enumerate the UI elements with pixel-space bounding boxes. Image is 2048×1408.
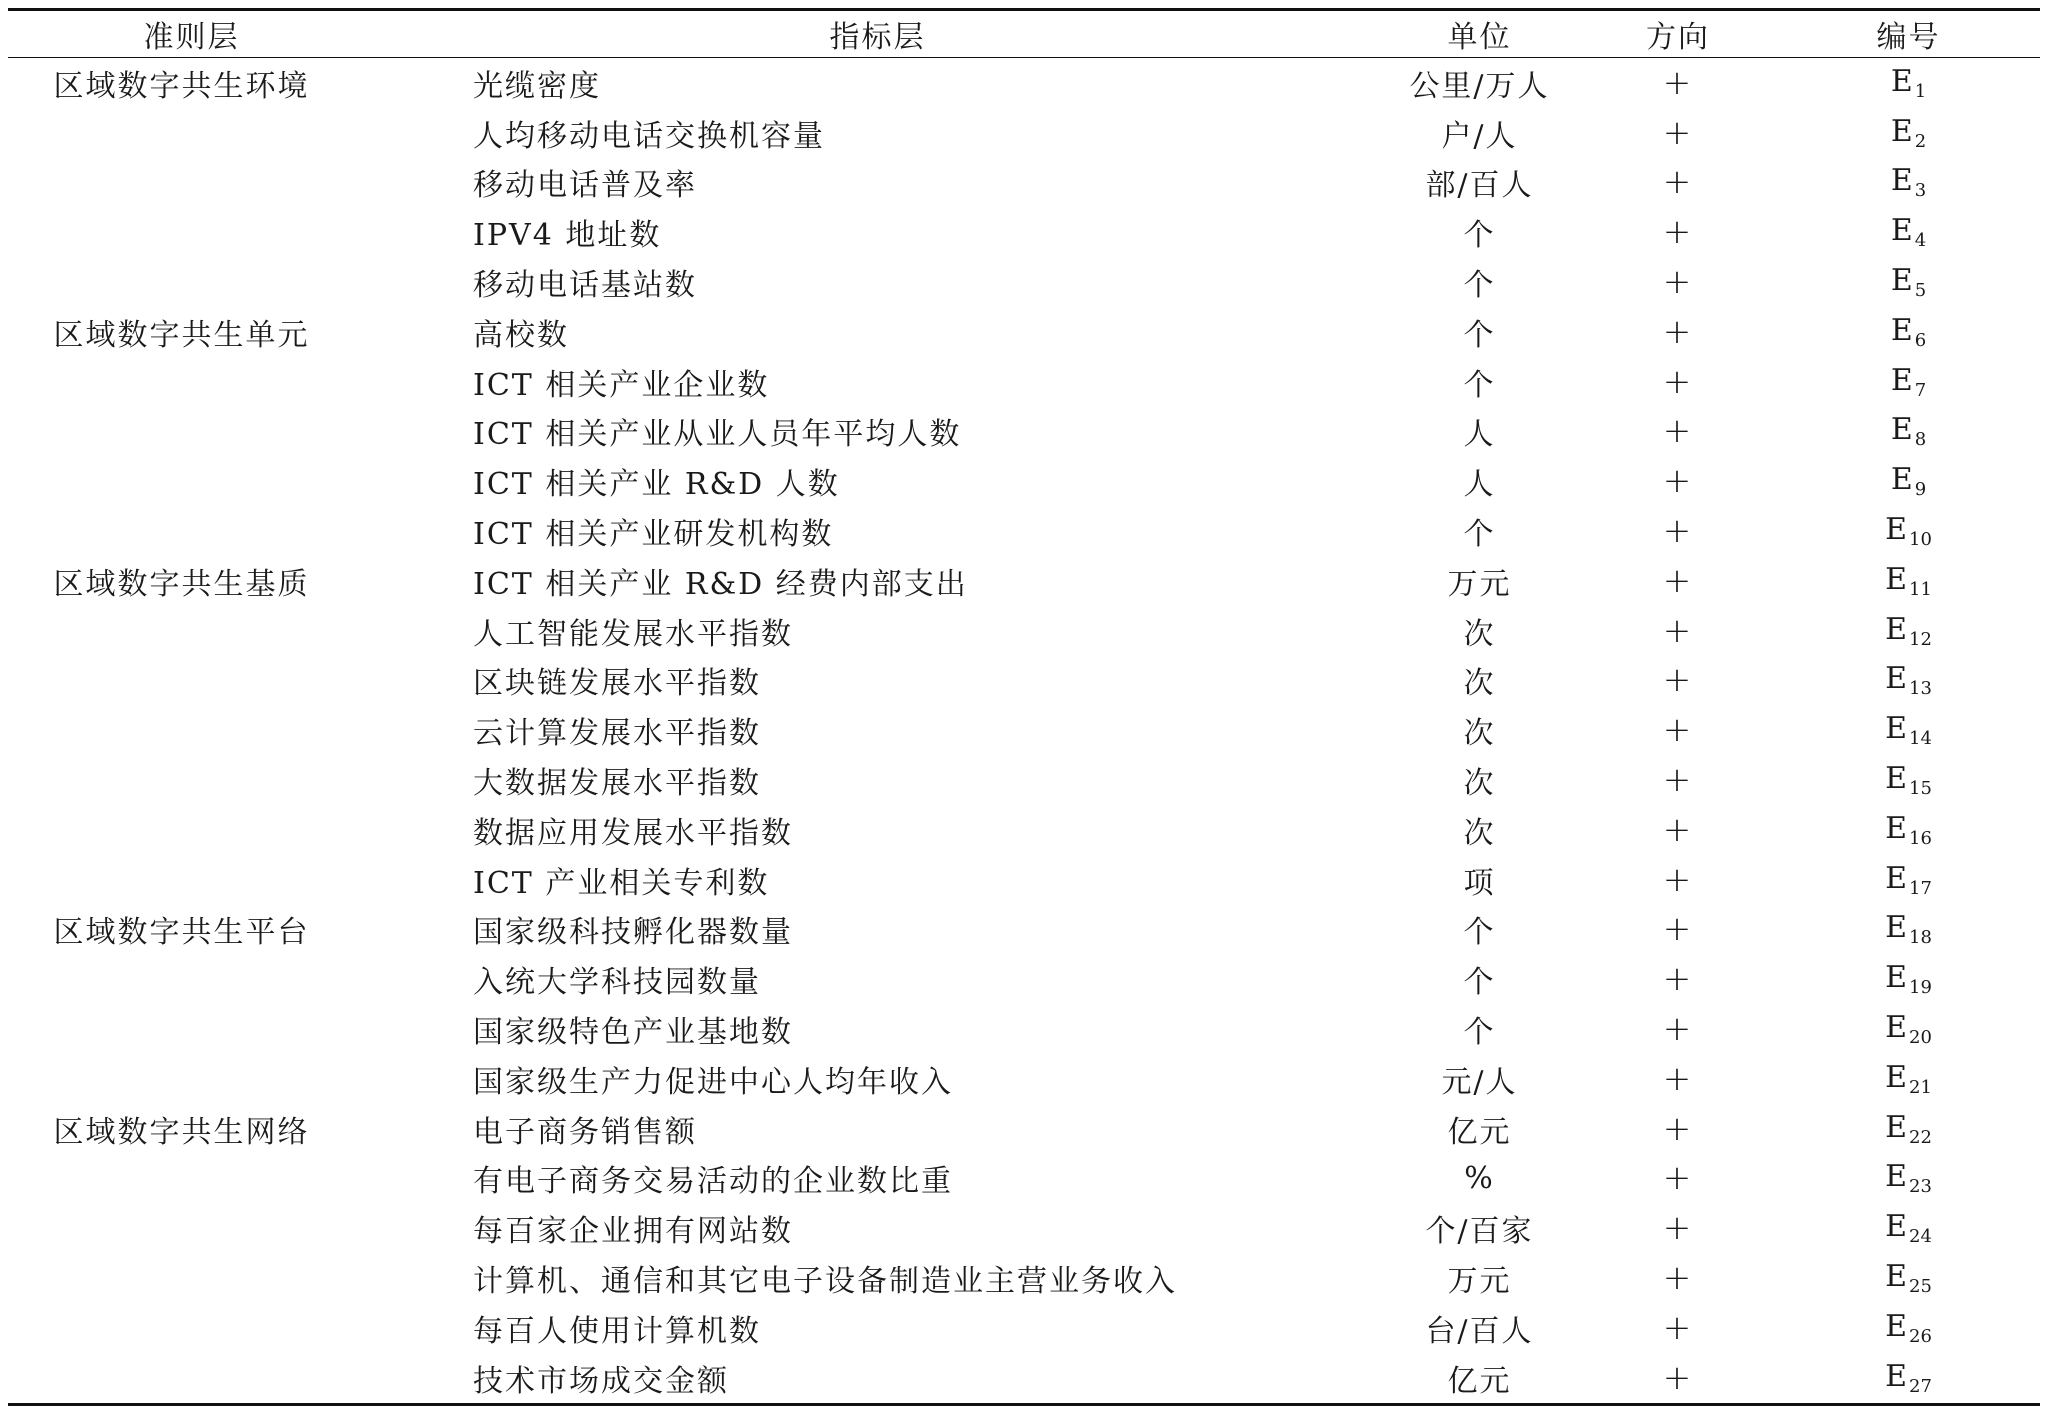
direction-sign: +	[1662, 212, 1694, 253]
direction-sign: +	[1662, 710, 1694, 751]
direction-sign: +	[1662, 112, 1694, 153]
table-row	[8, 357, 2040, 407]
code-base: E	[1890, 412, 1915, 448]
code-cell	[1777, 407, 2040, 457]
code-subscript: 11	[1909, 578, 1932, 600]
direction-cell	[1579, 407, 1777, 457]
header-code: 编号	[1876, 20, 1941, 55]
unit-cell: %	[1464, 1160, 1495, 1196]
criterion-layer-cell	[8, 1303, 375, 1353]
criterion-layer-cell	[8, 656, 375, 706]
table-row	[8, 257, 2040, 307]
table-row	[8, 1004, 2040, 1054]
code-subscript: 15	[1909, 778, 1932, 800]
code-base: E	[1885, 661, 1909, 697]
code-cell	[1777, 1004, 2040, 1054]
criterion-layer-cell	[8, 606, 375, 656]
direction-sign: +	[1662, 1158, 1694, 1199]
code-base: E	[1885, 1159, 1909, 1195]
direction-cell	[1579, 158, 1777, 208]
code-cell	[1777, 1253, 2040, 1303]
criterion-layer-cell	[8, 108, 375, 158]
direction-sign: +	[1662, 162, 1694, 203]
code-subscript: 9	[1914, 479, 1927, 501]
code-cell	[1777, 158, 2040, 208]
code-base: E	[1885, 1358, 1909, 1394]
direction-cell	[1579, 357, 1777, 407]
code-cell	[1777, 506, 2040, 556]
direction-sign: +	[1662, 1108, 1694, 1149]
code-base: E	[1890, 113, 1915, 149]
direction-sign: +	[1662, 461, 1694, 502]
code-subscript: 26	[1909, 1325, 1932, 1347]
code-subscript: 7	[1914, 379, 1927, 401]
direction-cell	[1579, 1353, 1777, 1404]
code-base: E	[1885, 1109, 1909, 1145]
direction-cell	[1579, 257, 1777, 307]
unit-cell: 个	[1463, 367, 1496, 403]
direction-sign: +	[1662, 1009, 1694, 1050]
code-cell	[1777, 1054, 2040, 1104]
code-cell	[1777, 556, 2040, 606]
code-cell	[1777, 905, 2040, 955]
code-subscript: 22	[1909, 1126, 1932, 1148]
criterion-layer-cell: 区域数字共生基质	[53, 566, 310, 602]
criterion-layer-cell: 区域数字共生单元	[53, 317, 310, 353]
indicator-cell: 电子商务销售额	[473, 1114, 697, 1150]
code-subscript: 24	[1909, 1226, 1932, 1248]
unit-cell: 个	[1463, 965, 1496, 1001]
table-row	[8, 855, 2040, 905]
unit-cell: 次	[1463, 616, 1496, 652]
direction-cell	[1579, 905, 1777, 955]
code-subscript: 4	[1914, 230, 1927, 252]
direction-cell	[1579, 1203, 1777, 1253]
code-cell	[1777, 1203, 2040, 1253]
code-base: E	[1885, 561, 1909, 597]
code-subscript: 23	[1909, 1176, 1932, 1198]
criterion-layer-cell	[8, 357, 375, 407]
criterion-layer-cell	[8, 506, 375, 556]
criterion-layer-cell	[8, 1004, 375, 1054]
direction-sign: +	[1662, 760, 1694, 801]
criterion-layer-cell	[8, 456, 375, 506]
direction-sign: +	[1662, 1307, 1694, 1348]
code-cell	[1777, 307, 2040, 357]
unit-cell: 个	[1463, 1015, 1496, 1051]
criterion-layer-cell	[8, 705, 375, 755]
criterion-layer-cell	[8, 1154, 375, 1204]
table-row	[8, 456, 2040, 506]
code-cell	[1777, 456, 2040, 506]
code-subscript: 12	[1909, 628, 1932, 650]
code-subscript: 8	[1914, 429, 1927, 451]
unit-cell: 公里/万人	[1409, 68, 1550, 104]
indicator-cell: ICT 相关产业 R&D 经费内部支出	[473, 566, 968, 602]
code-subscript: 3	[1914, 180, 1927, 202]
unit-cell: 个	[1463, 218, 1496, 254]
code-subscript: 6	[1914, 329, 1927, 351]
code-subscript: 1	[1914, 80, 1927, 102]
indicator-cell: IPV4 地址数	[473, 218, 662, 254]
indicator-cell: 光缆密度	[473, 68, 601, 104]
table-row	[8, 1353, 2040, 1404]
indicator-cell: 国家级特色产业基地数	[473, 1015, 793, 1051]
direction-sign: +	[1662, 311, 1694, 352]
table-row	[8, 207, 2040, 257]
direction-sign: +	[1662, 809, 1694, 850]
code-subscript: 14	[1909, 728, 1932, 750]
indicator-cell: 人工智能发展水平指数	[473, 616, 793, 652]
table-row	[8, 506, 2040, 556]
indicator-cell: ICT 产业相关专利数	[473, 865, 770, 901]
criterion-layer-cell: 区域数字共生平台	[53, 915, 310, 951]
indicator-cell: 国家级科技孵化器数量	[473, 915, 793, 951]
table-row	[8, 407, 2040, 457]
table-row	[8, 158, 2040, 208]
table-row	[8, 1154, 2040, 1204]
code-subscript: 27	[1909, 1375, 1932, 1397]
direction-cell	[1579, 58, 1777, 108]
criterion-layer-cell	[8, 257, 375, 307]
direction-cell	[1579, 307, 1777, 357]
unit-cell: 项	[1463, 865, 1496, 901]
criterion-layer-cell	[8, 207, 375, 257]
unit-cell: 部/百人	[1425, 168, 1534, 204]
code-subscript: 21	[1909, 1076, 1932, 1098]
table-row	[8, 307, 2040, 357]
code-subscript: 2	[1914, 130, 1927, 152]
unit-cell: 元/人	[1441, 1064, 1518, 1100]
indicator-table-container	[8, 8, 2040, 1406]
table-row	[8, 1253, 2040, 1303]
code-base: E	[1890, 213, 1915, 249]
unit-cell: 人	[1463, 467, 1496, 503]
code-cell	[1777, 357, 2040, 407]
table-row	[8, 1104, 2040, 1154]
criterion-layer-cell	[8, 1054, 375, 1104]
code-base: E	[1890, 312, 1915, 348]
code-base: E	[1885, 761, 1909, 797]
code-base: E	[1885, 512, 1909, 548]
code-base: E	[1890, 163, 1915, 199]
criterion-layer-cell	[8, 755, 375, 805]
criterion-layer-cell	[8, 1253, 375, 1303]
criterion-layer-cell	[8, 407, 375, 457]
indicator-cell: ICT 相关产业从业人员年平均人数	[473, 417, 962, 453]
direction-cell	[1579, 1154, 1777, 1204]
direction-cell	[1579, 656, 1777, 706]
table-body	[8, 58, 2040, 1405]
unit-cell: 次	[1463, 815, 1496, 851]
direction-sign: +	[1662, 262, 1694, 303]
table-row	[8, 905, 2040, 955]
direction-cell	[1579, 805, 1777, 855]
code-cell	[1777, 1353, 2040, 1404]
code-cell	[1777, 1104, 2040, 1154]
indicator-cell: 计算机、通信和其它电子设备制造业主营业务收入	[473, 1264, 1177, 1300]
code-cell	[1777, 1154, 2040, 1204]
criterion-layer-cell	[8, 158, 375, 208]
code-subscript: 19	[1909, 977, 1932, 999]
code-base: E	[1885, 1059, 1909, 1095]
direction-sign: +	[1662, 411, 1694, 452]
code-cell	[1777, 805, 2040, 855]
code-cell	[1777, 954, 2040, 1004]
direction-sign: +	[1662, 959, 1694, 1000]
header-indicator: 指标层	[829, 20, 926, 55]
direction-cell	[1579, 456, 1777, 506]
indicator-cell: 移动电话基站数	[473, 268, 697, 304]
header-unit: 单位	[1447, 20, 1512, 55]
direction-cell	[1579, 506, 1777, 556]
table-row	[8, 755, 2040, 805]
indicator-cell: 大数据发展水平指数	[473, 766, 761, 802]
indicator-cell: 国家级生产力促进中心人均年收入	[473, 1064, 953, 1100]
code-cell	[1777, 705, 2040, 755]
code-cell	[1777, 58, 2040, 108]
table-row	[8, 606, 2040, 656]
direction-sign: +	[1662, 1208, 1694, 1249]
indicator-cell: ICT 相关产业 R&D 人数	[473, 467, 840, 503]
direction-cell	[1579, 855, 1777, 905]
code-base: E	[1885, 960, 1909, 996]
code-subscript: 20	[1909, 1027, 1932, 1049]
unit-cell: 个	[1463, 915, 1496, 951]
code-subscript: 13	[1909, 678, 1932, 700]
table-row	[8, 58, 2040, 108]
table-row	[8, 805, 2040, 855]
direction-cell	[1579, 1303, 1777, 1353]
indicator-table	[8, 8, 2040, 1406]
indicator-cell: 高校数	[473, 317, 569, 353]
direction-sign: +	[1662, 1357, 1694, 1398]
direction-sign: +	[1662, 361, 1694, 402]
unit-cell: 个/百家	[1425, 1214, 1534, 1250]
header-layer: 准则层	[143, 20, 240, 55]
code-base: E	[1890, 263, 1915, 299]
direction-cell	[1579, 705, 1777, 755]
table-row	[8, 656, 2040, 706]
unit-cell: 户/人	[1441, 118, 1518, 154]
indicator-cell: 每百家企业拥有网站数	[473, 1214, 793, 1250]
code-cell	[1777, 1303, 2040, 1353]
table-row	[8, 1203, 2040, 1253]
unit-cell: 个	[1463, 317, 1496, 353]
direction-cell	[1579, 755, 1777, 805]
unit-cell: 万元	[1447, 1264, 1512, 1300]
code-base: E	[1885, 1010, 1909, 1046]
criterion-layer-cell	[8, 855, 375, 905]
direction-sign: +	[1662, 1058, 1694, 1099]
code-subscript: 16	[1909, 827, 1932, 849]
unit-cell: 次	[1463, 666, 1496, 702]
code-subscript: 10	[1909, 529, 1932, 551]
direction-cell	[1579, 954, 1777, 1004]
direction-sign: +	[1662, 610, 1694, 651]
table-row	[8, 556, 2040, 606]
direction-sign: +	[1662, 511, 1694, 552]
direction-cell	[1579, 556, 1777, 606]
direction-cell	[1579, 1104, 1777, 1154]
table-row	[8, 108, 2040, 158]
criterion-layer-cell: 区域数字共生环境	[53, 68, 310, 104]
direction-sign: +	[1662, 62, 1694, 103]
code-subscript: 18	[1909, 927, 1932, 949]
table-header-row	[8, 10, 2040, 58]
direction-sign: +	[1662, 560, 1694, 601]
direction-sign: +	[1662, 909, 1694, 950]
unit-cell: 亿元	[1447, 1114, 1512, 1150]
code-base: E	[1885, 611, 1909, 647]
direction-sign: +	[1662, 859, 1694, 900]
indicator-cell: ICT 相关产业研发机构数	[473, 517, 834, 553]
code-base: E	[1885, 810, 1909, 846]
code-cell	[1777, 656, 2040, 706]
code-base: E	[1890, 462, 1915, 498]
table-row	[8, 954, 2040, 1004]
criterion-layer-cell: 区域数字共生网络	[53, 1114, 310, 1150]
indicator-cell: 人均移动电话交换机容量	[473, 118, 825, 154]
unit-cell: 个	[1463, 268, 1496, 304]
unit-cell: 亿元	[1447, 1363, 1512, 1399]
code-cell	[1777, 257, 2040, 307]
direction-sign: +	[1662, 1258, 1694, 1299]
criterion-layer-cell	[8, 805, 375, 855]
criterion-layer-cell	[8, 954, 375, 1004]
unit-cell: 万元	[1447, 566, 1512, 602]
direction-cell	[1579, 207, 1777, 257]
direction-cell	[1579, 1054, 1777, 1104]
unit-cell: 个	[1463, 517, 1496, 553]
code-cell	[1777, 755, 2040, 805]
unit-cell: 次	[1463, 766, 1496, 802]
unit-cell: 人	[1463, 417, 1496, 453]
code-subscript: 25	[1909, 1276, 1932, 1298]
code-base: E	[1885, 1308, 1909, 1344]
direction-cell	[1579, 108, 1777, 158]
indicator-cell: ICT 相关产业企业数	[473, 367, 770, 403]
indicator-cell: 区块链发展水平指数	[473, 666, 761, 702]
code-base: E	[1885, 711, 1909, 747]
indicator-cell: 有电子商务交易活动的企业数比重	[473, 1164, 953, 1200]
unit-cell: 台/百人	[1425, 1313, 1534, 1349]
header-direction: 方向	[1646, 20, 1710, 55]
code-cell	[1777, 855, 2040, 905]
direction-cell	[1579, 1253, 1777, 1303]
direction-cell	[1579, 1004, 1777, 1054]
indicator-cell: 入统大学科技园数量	[473, 965, 761, 1001]
table-row	[8, 1303, 2040, 1353]
direction-cell	[1579, 606, 1777, 656]
code-subscript: 5	[1914, 280, 1927, 302]
table-row	[8, 705, 2040, 755]
criterion-layer-cell	[8, 1353, 375, 1404]
unit-cell: 次	[1463, 716, 1496, 752]
code-cell	[1777, 207, 2040, 257]
code-subscript: 17	[1909, 877, 1932, 899]
code-base: E	[1885, 1209, 1909, 1245]
table-row	[8, 1054, 2040, 1104]
indicator-cell: 云计算发展水平指数	[473, 716, 761, 752]
direction-sign: +	[1662, 660, 1694, 701]
code-base: E	[1890, 362, 1915, 398]
code-cell	[1777, 108, 2040, 158]
indicator-cell: 每百人使用计算机数	[473, 1313, 761, 1349]
code-base: E	[1890, 63, 1915, 99]
indicator-cell: 技术市场成交金额	[473, 1363, 729, 1399]
code-cell	[1777, 606, 2040, 656]
criterion-layer-cell	[8, 1203, 375, 1253]
code-base: E	[1885, 860, 1909, 896]
indicator-cell: 移动电话普及率	[473, 168, 697, 204]
indicator-cell: 数据应用发展水平指数	[473, 815, 793, 851]
code-base: E	[1885, 910, 1909, 946]
code-base: E	[1885, 1259, 1909, 1295]
